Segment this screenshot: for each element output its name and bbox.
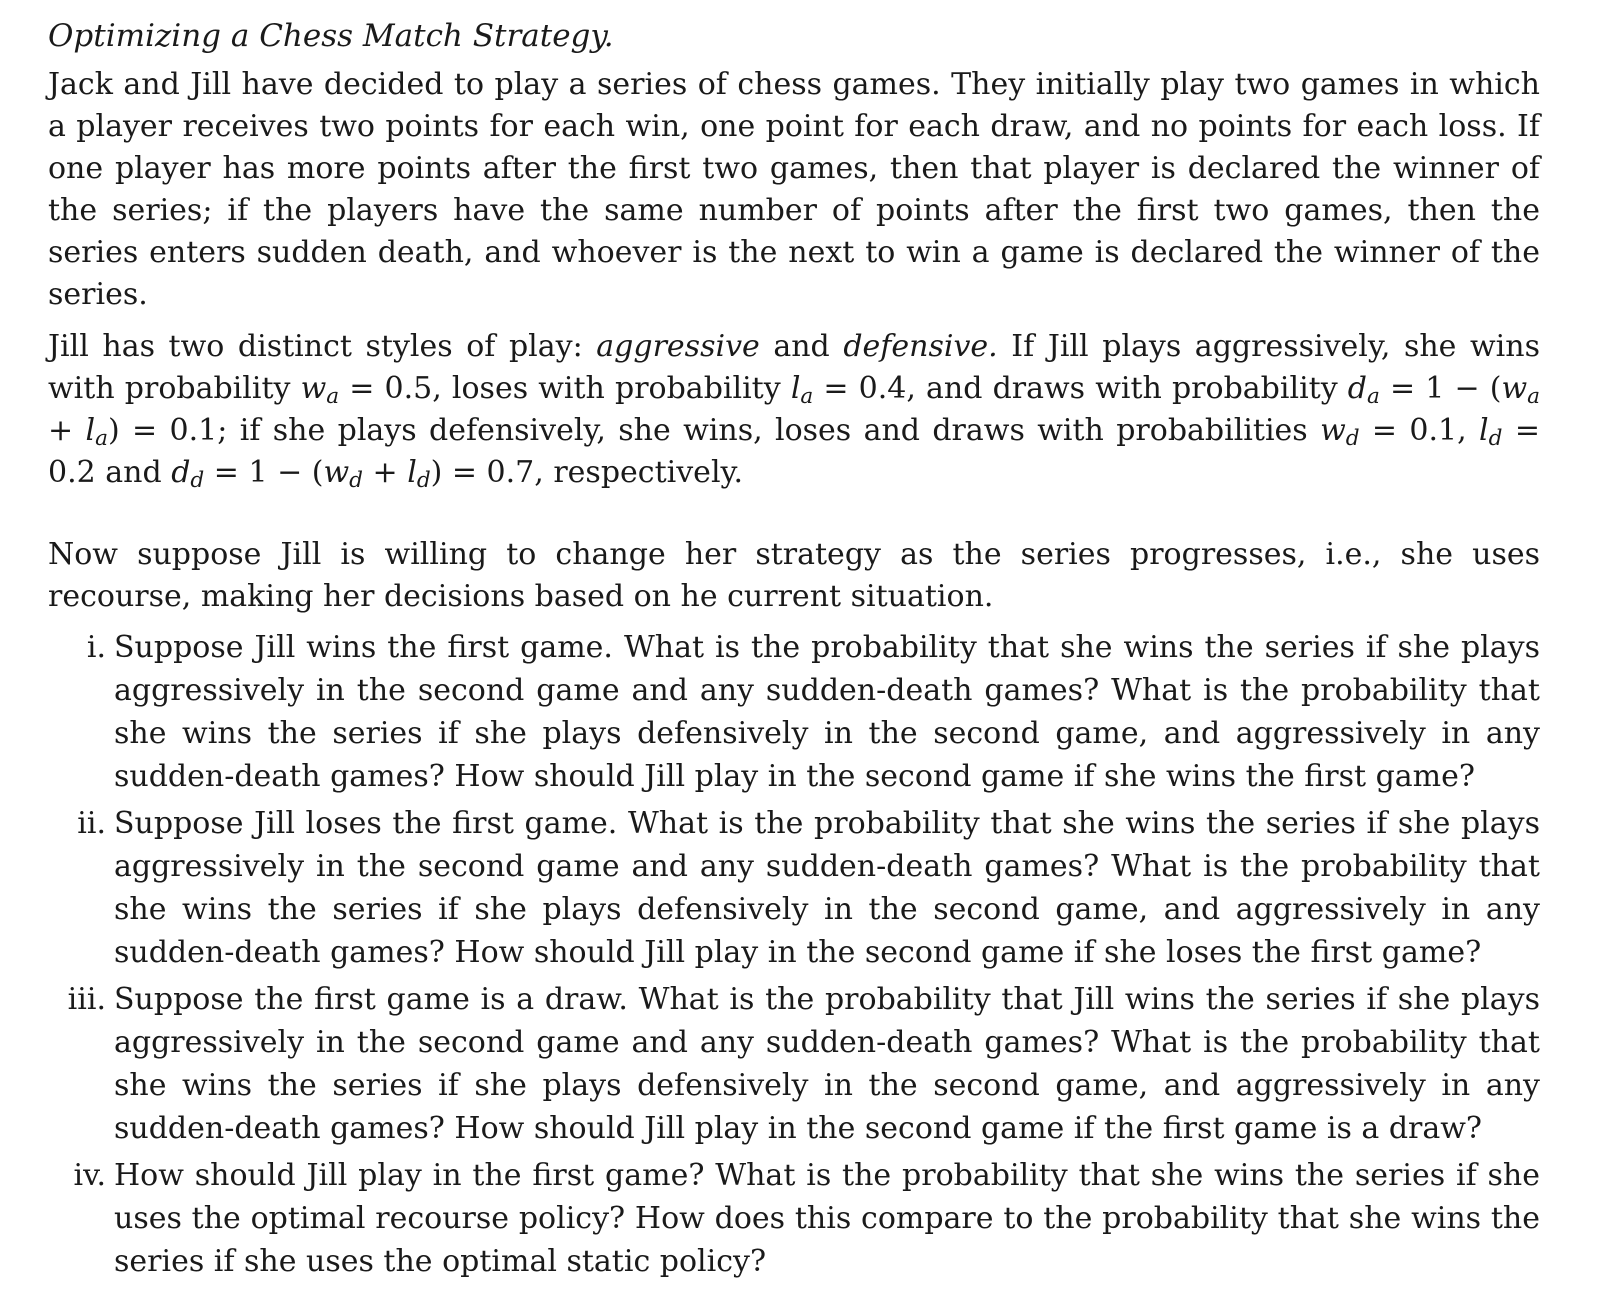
question-item	[48, 802, 1540, 974]
recourse-paragraph: Now suppose Jill is willing to change her strategy as the series progresses, i.e., she uses recourse, making her decisions based on he current situation.	[48, 537, 1540, 614]
loses-with-text: , loses with probability	[432, 371, 791, 406]
ld-value: = 0.2 and	[48, 413, 1540, 490]
question-text: How should Jill play in the first game? What is the probability that she wins the series if she uses the optimal recourse policy? How does this compare to the probability that she wins the series if she uses the optimal static policy?	[114, 1158, 1540, 1279]
wd-symbol: $w_d$	[1320, 413, 1360, 451]
wa-symbol: $w_a$	[300, 371, 340, 409]
question-item	[48, 1154, 1540, 1283]
draws-with-text: , and draws with probability	[906, 371, 1348, 406]
question-number: iv.	[73, 1158, 106, 1193]
question-number: iii.	[67, 982, 106, 1017]
da-symbol: $d_a$	[1347, 371, 1380, 409]
wd-value: = 0.1,	[1359, 413, 1480, 448]
section-title: Optimizing a Chess Match Strategy.	[48, 18, 614, 54]
plus-sign: +	[48, 413, 86, 448]
la-value: = 0.4	[813, 371, 907, 406]
la-symbol: $l_a$	[790, 371, 814, 409]
da-expression: = 1 − (	[1379, 371, 1502, 406]
aggressive-term: aggressive	[596, 329, 760, 364]
styles-lead: Jill has two distinct styles of play:	[48, 329, 597, 364]
question-number: ii.	[77, 806, 106, 841]
defensive-term: defensive.	[843, 329, 998, 364]
defensive-intro: ; if she plays defensively, she wins, loses and draws with probabilities	[217, 413, 1321, 448]
aggressive-intro: If Jill plays aggressively, she wins with probability	[48, 329, 1540, 406]
question-text: Suppose Jill wins the first game. What is the probability that she wins the series if she plays aggressively in the second game and any sudden-death games? What is the probability that she wins the series if she plays defensively in the second game, and aggressively in any sudden-death games? How should Jill play in the second game if she wins the first game?	[114, 630, 1540, 794]
wa-value: = 0.5	[339, 371, 433, 406]
question-list	[48, 626, 1540, 1283]
wd-symbol-2: $w_d$	[323, 455, 363, 493]
dd-expression: = 1 − (	[204, 455, 324, 490]
ld-symbol: $l_d$	[1479, 413, 1503, 451]
dd-symbol: $d_d$	[171, 455, 205, 493]
plus-sign-2: +	[362, 455, 408, 490]
intro-paragraph: Jack and Jill have decided to play a series of chess games. They initially play two games in which a player receives two points for each win, one point for each draw, and no points for each loss. If one player has more points after the first two games, then that player is declared the winner of the series; if the players have the same number of points after the first two games, then the series enters sudden death, and whoever is the next to win a game is declared the winner of the series.	[48, 67, 1540, 312]
ld-symbol-2: $l_d$	[407, 455, 431, 493]
question-item	[48, 626, 1540, 798]
question-text: Suppose Jill loses the first game. What is the probability that she wins the series if she plays aggressively in the second game and any sudden-death games? What is the probability that she wins the series if she plays defensively in the second game, and aggressively in any sudden-death games? How should Jill play in the second game if she loses the first game?	[114, 806, 1540, 970]
da-close: ) = 0.1	[107, 413, 218, 448]
question-item	[48, 978, 1540, 1150]
wa-symbol-2: $w_a$	[1501, 371, 1540, 409]
dd-close: ) = 0.7, respectively.	[430, 455, 744, 490]
question-text: Suppose the first game is a draw. What is the probability that Jill wins the series if she plays aggressively in the second game and any sudden-death games? What is the probability that she wins the series if she plays defensively in the second game, and aggressively in any sudden-death games? How should Jill play in the second game if the first game is a draw?	[114, 982, 1540, 1146]
la-symbol-2: $l_a$	[85, 413, 108, 451]
question-number: i.	[86, 630, 106, 665]
play-styles-paragraph	[48, 326, 1540, 494]
and-text: and	[759, 329, 844, 364]
